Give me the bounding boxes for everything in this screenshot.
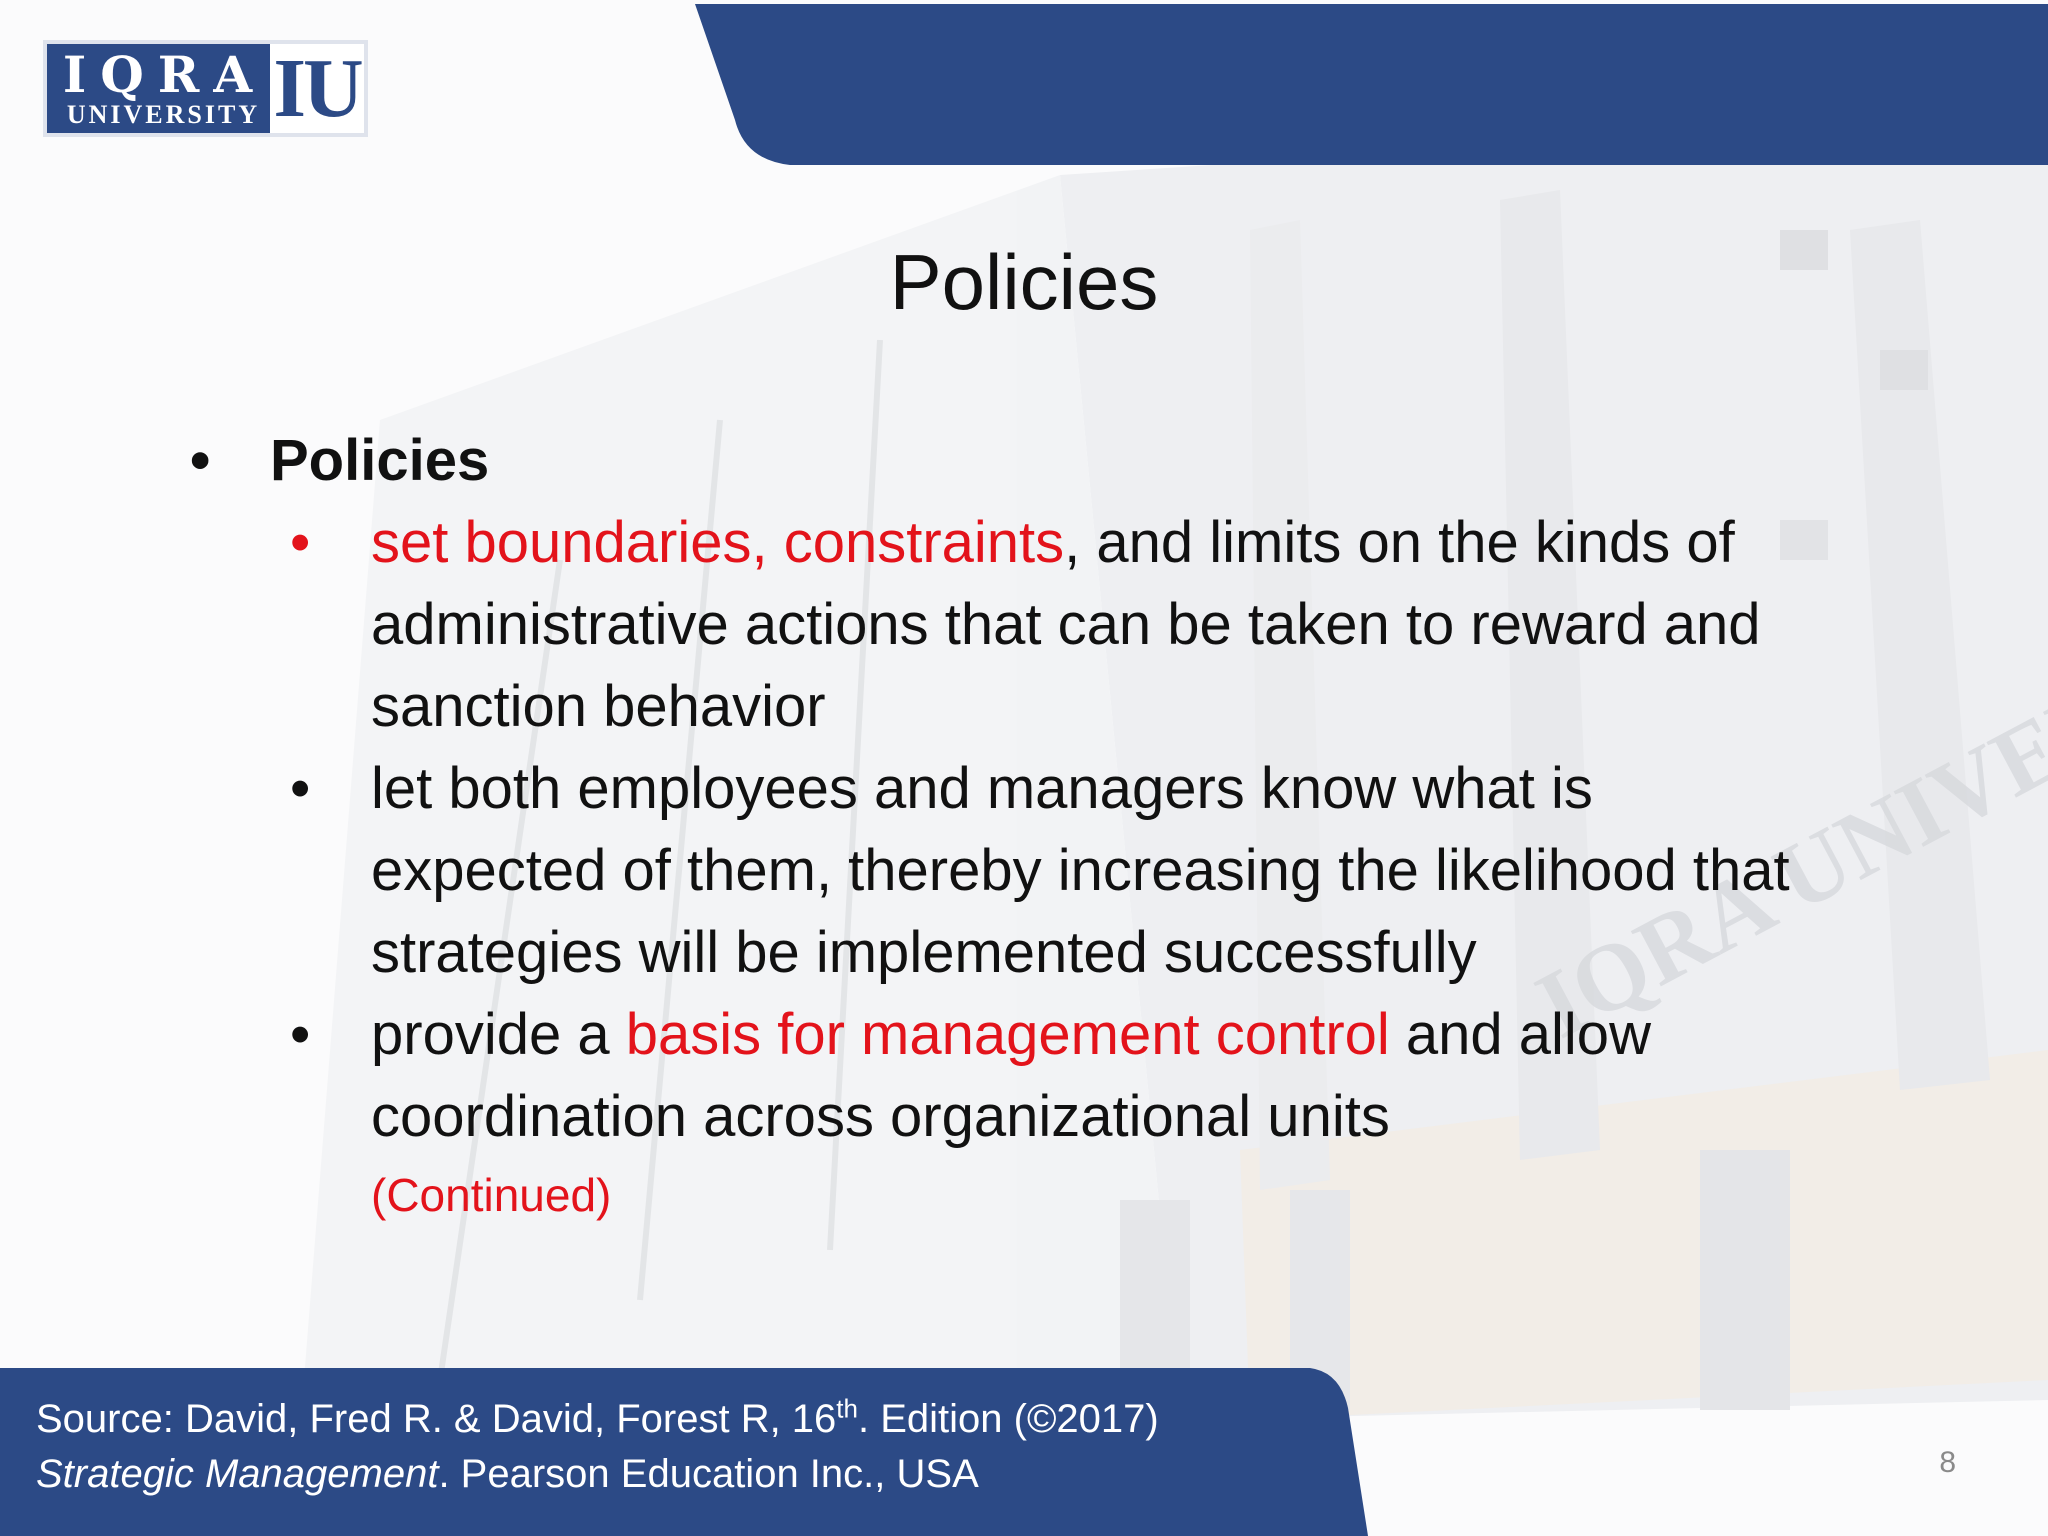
citation-line-1: Source: David, Fred R. & David, Forest R, 16th. Edition (©2017) xyxy=(36,1393,1159,1441)
sub-bullet-3-pre: provide a xyxy=(371,1002,626,1067)
logo-iqra-text: IQRA xyxy=(62,45,267,104)
logo-iu-mark: IU xyxy=(270,44,364,133)
slide-title: Policies xyxy=(889,238,1159,326)
page-number: 8 xyxy=(1939,1446,1956,1479)
logo-university-text: UNIVERSITY xyxy=(66,100,261,129)
bullet-icon: • xyxy=(290,510,311,575)
continued-note: (Continued) xyxy=(371,1169,612,1221)
slide-content xyxy=(190,420,1950,1230)
sub-bullet-2 xyxy=(190,748,1831,994)
bullet-icon: • xyxy=(290,1002,311,1067)
bullet-icon: • xyxy=(190,428,211,493)
sub-bullet-3-highlight: basis for management control xyxy=(625,1002,1390,1067)
university-logo xyxy=(43,40,368,137)
main-bullet xyxy=(190,420,1950,502)
bullet-icon: • xyxy=(290,756,311,821)
logo-wordmark xyxy=(47,44,272,133)
sub-bullet-3 xyxy=(190,994,1831,1158)
sub-bullet-2-text: let both employees and managers know what is expected of them, thereby increasing the likelihood that strategies will be implemented successfully xyxy=(371,756,1790,985)
sub-bullet-1-text: , and limits on the kinds of administrative actions that can be taken to reward and sanction behavior xyxy=(371,510,1761,739)
source-citation xyxy=(36,1392,1159,1502)
sub-bullet-1-highlight: set boundaries, constraints xyxy=(371,510,1065,575)
sub-bullet-1 xyxy=(190,502,1831,748)
main-bullet-text: Policies xyxy=(270,428,490,493)
citation-line-2: Strategic Management. Pearson Education Inc., USA xyxy=(36,1452,979,1496)
sub-bullet-3-post: and allow coordination across organizational units xyxy=(371,1002,1651,1149)
